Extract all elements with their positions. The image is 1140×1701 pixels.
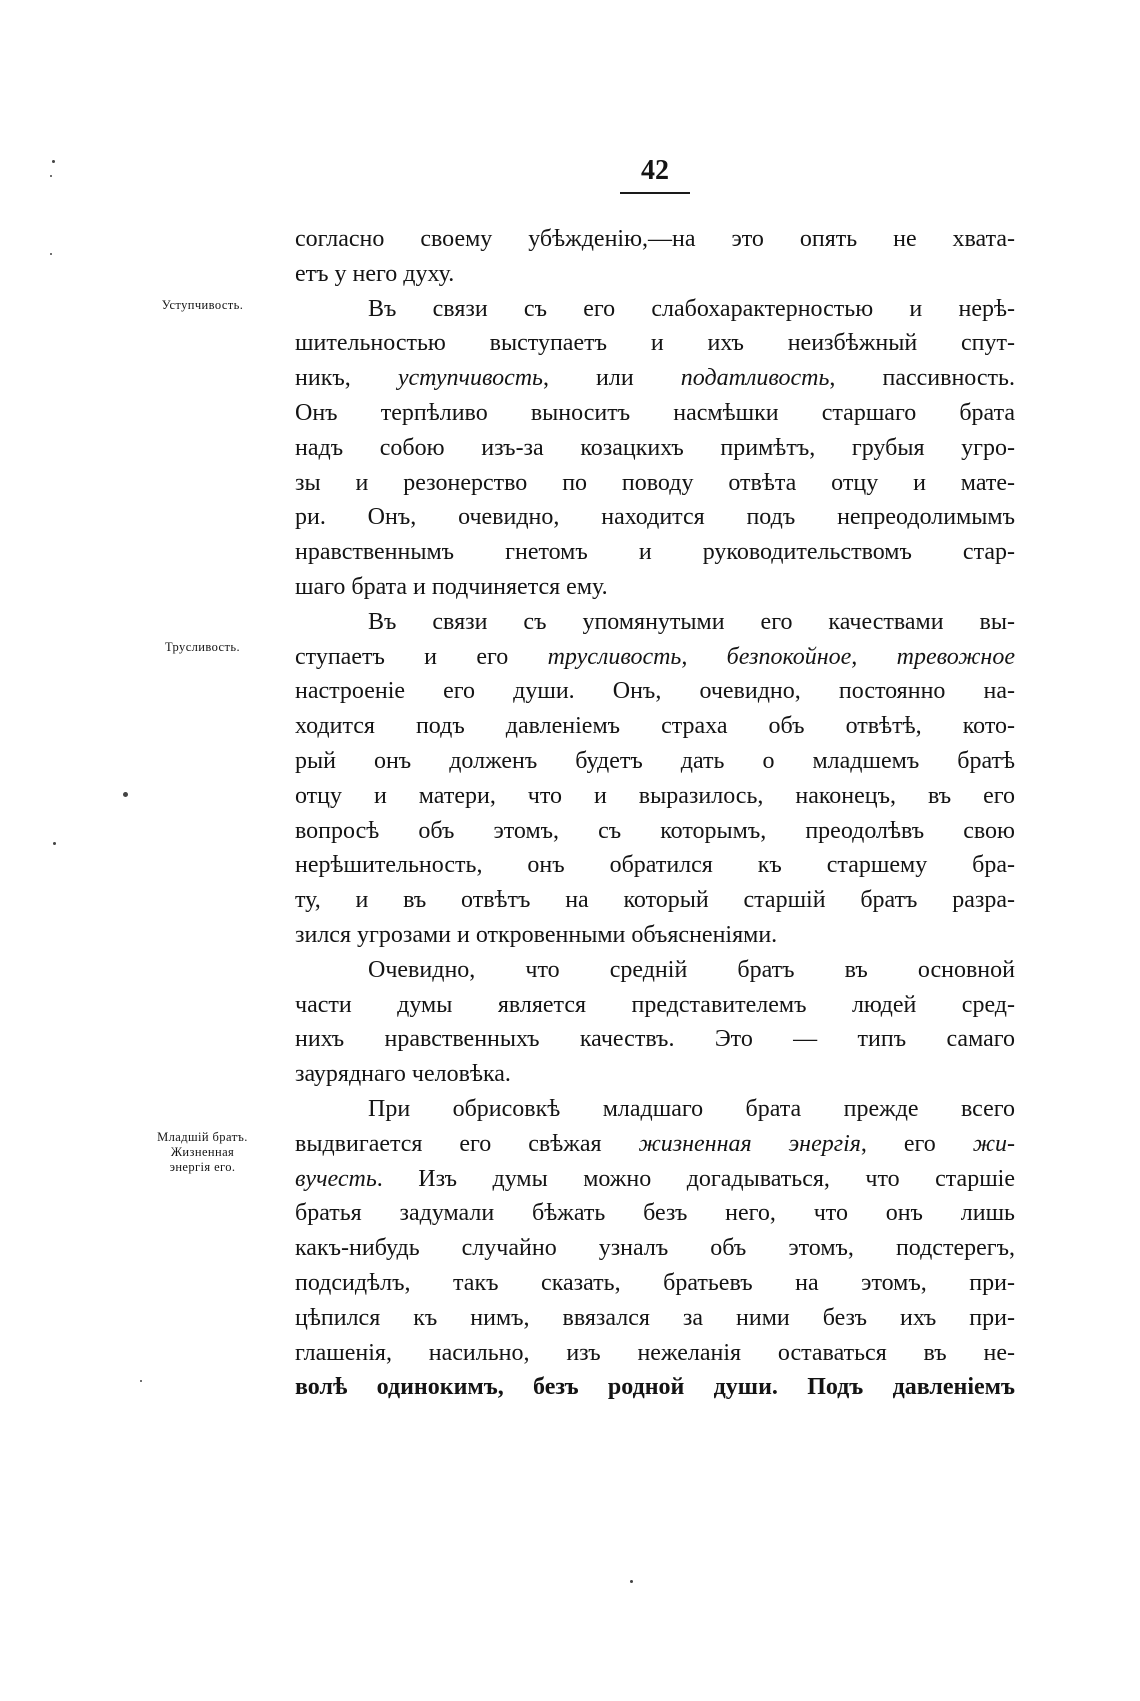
text-run: ходится подъ давленіемъ страха объ отвѣтѣ, кото-: [295, 713, 1015, 740]
text-line: [295, 257, 1015, 292]
text-run: . Изъ думы можно догадываться, что старшіе: [376, 1165, 1015, 1192]
text-line: [295, 222, 1015, 257]
scan-speck: [123, 792, 128, 797]
text-line: [295, 1092, 1015, 1127]
text-run: шительностью выступаетъ и ихъ неизбѣжный спут-: [295, 330, 1015, 357]
text-line: [295, 1057, 1015, 1092]
text-line: [295, 1162, 1015, 1197]
text-line: [295, 953, 1015, 988]
text-run: рый онъ долженъ будетъ дать о младшемъ братѣ: [295, 747, 1015, 774]
text-run: ту, и въ отвѣтъ на который старшій братъ разра-: [295, 887, 1015, 914]
scan-speck: [140, 1380, 142, 1382]
text-run: , пассивность.: [829, 365, 1015, 392]
text-run: отцу и матери, что и выразилось, наконецъ, въ его: [295, 782, 1015, 809]
scan-speck: [50, 175, 52, 177]
text-line: [295, 326, 1015, 361]
text-run: согласно своему убѣжденію,—на это опять не хвата-: [295, 226, 1015, 252]
italic-term: трусливость, безпокойное, тревожное: [547, 643, 1015, 670]
body-text: [295, 222, 1015, 1405]
text-run: , его: [860, 1130, 973, 1157]
text-line: [295, 1370, 1015, 1405]
text-run: подсидѣлъ, такъ сказать, братьевъ на этомъ, при-: [295, 1269, 1015, 1296]
text-run: выдвигается его свѣжая: [295, 1130, 639, 1157]
text-run: Онъ терпѣливо выноситъ насмѣшки старшаго брата: [295, 399, 1015, 426]
page-number-rule: [620, 192, 690, 194]
text-line: [295, 535, 1015, 570]
text-run: нерѣшительность, онъ обратился къ старшему бра-: [295, 852, 1015, 879]
text-run: надъ собою изъ-за козацкихъ примѣтъ, грубыя угро-: [295, 434, 1015, 461]
text-run: глашенія, насильно, изъ нежеланія оставаться въ не-: [295, 1339, 1015, 1366]
text-line: [295, 1231, 1015, 1266]
text-line: [295, 292, 1015, 327]
text-line: [295, 570, 1015, 605]
page-number: 42: [641, 155, 669, 186]
text-run: какъ-нибудь случайно узналъ объ этомъ, подстерегъ,: [295, 1235, 1015, 1262]
italic-term: податливость: [680, 365, 830, 392]
text-run: нравственнымъ гнетомъ и руководительствомъ стар-: [295, 539, 1015, 566]
text-run: зауряднаго человѣка.: [295, 1061, 511, 1088]
margin-note-youngest-line: Жизненная: [170, 1145, 235, 1159]
text-line: [295, 361, 1015, 396]
margin-note-youngest-line: Младшій братъ.: [157, 1130, 248, 1144]
text-line: [295, 674, 1015, 709]
text-line: [295, 1266, 1015, 1301]
text-line: [295, 605, 1015, 640]
margin-note-cowardice: Трусливость.: [165, 640, 240, 654]
text-run: Въ связи съ упомянутыми его качествами вы-: [368, 608, 1015, 635]
text-run: вопросѣ объ этомъ, съ которымъ, преодолѣвъ свою: [295, 817, 1015, 844]
text-line: [295, 1301, 1015, 1336]
scan-speck: [630, 1580, 633, 1583]
text-run: волѣ одинокимъ, безъ родной души. Подъ давленіемъ: [295, 1374, 1015, 1401]
text-line: [295, 431, 1015, 466]
text-line: [295, 396, 1015, 431]
italic-term: жи-: [972, 1130, 1015, 1157]
margin-note-youngest: [120, 1130, 285, 1175]
text-run: зился угрозами и откровенными объясненіями.: [295, 921, 778, 948]
text-line: [295, 883, 1015, 918]
text-run: зы и резонерство по поводу отвѣта отцу и мате-: [295, 469, 1015, 496]
scan-speck: [53, 842, 56, 845]
text-run: Очевидно, что средній братъ въ основной: [368, 956, 1015, 983]
text-line: [295, 988, 1015, 1023]
text-line: [295, 918, 1015, 953]
text-line: [295, 779, 1015, 814]
italic-term: жизненная энергія: [638, 1130, 861, 1157]
italic-term: уступчивость: [397, 365, 543, 392]
scan-speck: [52, 160, 55, 163]
scan-speck: [50, 253, 52, 255]
text-line: [295, 500, 1015, 535]
text-run: ри. Онъ, очевидно, находится подъ непреодолимымъ: [295, 504, 1015, 531]
text-run: При обрисовкѣ младшаго брата прежде всего: [368, 1095, 1015, 1122]
text-run: части думы является представителемъ людей сред-: [295, 991, 1015, 1018]
text-line: [295, 1196, 1015, 1231]
margin-note-youngest-line: энергія его.: [169, 1160, 236, 1174]
text-line: [295, 814, 1015, 849]
text-line: [295, 466, 1015, 501]
text-run: нихъ нравственныхъ качествъ. Это — типъ самаго: [295, 1026, 1015, 1053]
text-run: братья задумали бѣжать безъ него, что онъ лишь: [295, 1200, 1015, 1227]
text-line: [295, 1127, 1015, 1162]
text-line: [295, 1336, 1015, 1371]
text-run: цѣпился къ нимъ, ввязался за ними безъ ихъ при-: [295, 1304, 1015, 1331]
text-run: Въ связи съ его слабохарактерностью и нерѣ-: [368, 295, 1015, 322]
text-run: ступаетъ и его: [295, 643, 548, 670]
margin-note-yielding: Уступчивость.: [161, 298, 244, 312]
text-run: никъ,: [295, 365, 398, 392]
text-run: етъ у него духу.: [295, 260, 455, 287]
text-line: [295, 744, 1015, 779]
text-line: [295, 640, 1015, 675]
text-line: [295, 709, 1015, 744]
text-run: шаго брата и подчиняется ему.: [295, 573, 608, 600]
text-run: , или: [542, 365, 681, 392]
text-line: [295, 848, 1015, 883]
text-line: [295, 1022, 1015, 1057]
italic-term: вучесть: [295, 1165, 377, 1192]
text-run: настроеніе его души. Онъ, очевидно, постоянно на-: [295, 678, 1015, 705]
